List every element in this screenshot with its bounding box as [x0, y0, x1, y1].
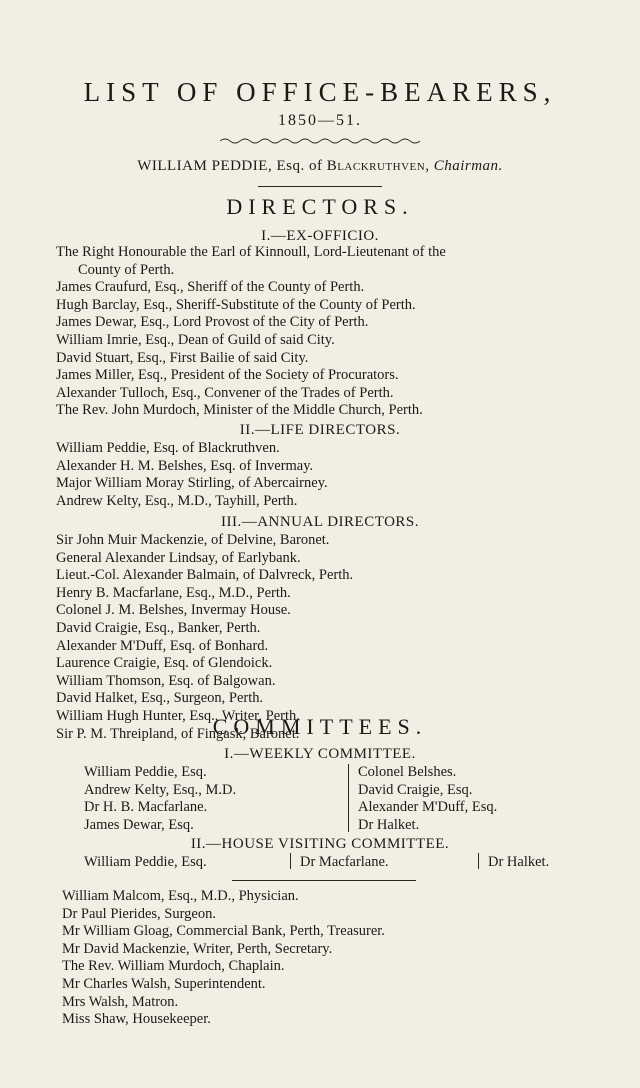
house-member: William Peddie, Esq. — [84, 854, 207, 870]
list-item: William Malcom, Esq., M.D., Physician. — [62, 888, 299, 904]
list-item: Alexander M'Duff, Esq. of Bonhard. — [56, 637, 269, 654]
list-item: James Miller, Esq., President of the Society of Procurators. — [56, 367, 399, 384]
list-item: The Right Honourable the Earl of Kinnoull, Lord-Lieutenant of the — [56, 244, 446, 260]
list-item: Mr William Gloag, Commercial Bank, Perth, Treasurer. — [62, 923, 385, 940]
list-item: James Dewar, Esq. — [84, 816, 194, 833]
house-member: Dr Halket. — [488, 854, 550, 870]
list-item: Mr David Mackenzie, Writer, Perth, Secretary. — [62, 940, 333, 957]
list-item: Mr Charles Walsh, Superintendent. — [62, 975, 266, 992]
list-item: William Peddie, Esq. — [84, 764, 207, 780]
weekly-committee-heading: I.—WEEKLY COMMITTEE. — [224, 746, 416, 762]
list-item: Henry B. Macfarlane, Esq., M.D., Perth. — [56, 584, 291, 601]
list-item: William Imrie, Esq., Dean of Guild of said City. — [56, 331, 335, 348]
list-item: Sir P. M. Threipland, of Fingask, Baronet. — [56, 725, 300, 742]
chairman-role: Chairman. — [433, 158, 503, 174]
officers-list — [62, 888, 632, 1029]
list-item: William Thomson, Esq. of Balgowan. — [56, 672, 276, 689]
list-item: County of Perth. — [78, 261, 175, 278]
list-item: Dr Paul Pierides, Surgeon. — [62, 905, 216, 922]
house-member: Dr Macfarlane. — [300, 854, 389, 870]
list-item: David Craigie, Esq., Banker, Perth. — [56, 619, 261, 636]
list-item: William Hugh Hunter, Esq., Writer, Perth. — [56, 707, 300, 724]
column-divider — [290, 853, 291, 869]
list-item: Alexander M'Duff, Esq. — [358, 799, 498, 816]
list-item: Hugh Barclay, Esq., Sheriff-Substitute of the County of Perth. — [56, 296, 416, 313]
years-subtitle: 1850—51. — [278, 112, 362, 129]
chairman-name: WILLIAM PEDDIE — [137, 158, 268, 174]
list-item: The Rev. John Murdoch, Minister of the Middle Church, Perth. — [56, 402, 423, 419]
list-item: Alexander Tulloch, Esq., Convener of the Trades of Perth. — [56, 384, 394, 401]
committees-title: COMMITTEES. — [212, 714, 428, 739]
column-divider — [478, 853, 479, 869]
list-item: James Dewar, Esq., Lord Provost of the City of Perth. — [56, 314, 369, 331]
list-item: Colonel J. M. Belshes, Invermay House. — [56, 602, 291, 619]
list-item: Mrs Walsh, Matron. — [62, 993, 179, 1010]
list-item: James Craufurd, Esq., Sheriff of the County of Perth. — [56, 279, 365, 296]
list-item: Sir John Muir Mackenzie, of Delvine, Baronet. — [56, 532, 330, 548]
life-directors-list — [56, 440, 626, 510]
ex-officio-heading: I.—EX-OFFICIO. — [261, 228, 379, 244]
annual-directors-heading: III.—ANNUAL DIRECTORS. — [220, 514, 420, 530]
list-item: Lieut.-Col. Alexander Balmain, of Dalvreck, Perth. — [56, 567, 354, 584]
list-item: David Craigie, Esq. — [358, 781, 473, 798]
directors-title: DIRECTORS. — [226, 194, 414, 219]
ex-officio-list — [56, 244, 626, 420]
list-item: David Halket, Esq., Surgeon, Perth. — [56, 690, 264, 707]
weekly-committee-right — [358, 764, 497, 834]
chairman-of: , Esq. of — [267, 158, 323, 174]
column-divider — [348, 764, 349, 832]
divider-rule — [258, 186, 382, 187]
chairman-place: Blackruthven — [326, 158, 426, 174]
list-item: David Stuart, Esq., First Bailie of said City. — [56, 349, 309, 366]
list-item: Dr H. B. Macfarlane. — [84, 799, 208, 816]
wavy-ornament-icon — [220, 136, 420, 146]
chairman-line: WILLIAM PEDDIE, Esq. of Blackruthven, Chairman. — [137, 158, 503, 174]
list-item: Laurence Craigie, Esq. of Glendoick. — [56, 655, 273, 672]
list-item: Dr Halket. — [358, 816, 420, 833]
list-item: Alexander H. M. Belshes, Esq. of Invermay. — [56, 457, 314, 474]
list-item: The Rev. William Murdoch, Chaplain. — [62, 958, 285, 975]
weekly-committee-left — [84, 764, 236, 834]
list-item: General Alexander Lindsay, of Earlybank. — [56, 549, 301, 566]
life-directors-heading: II.—LIFE DIRECTORS. — [239, 422, 401, 438]
list-item: Colonel Belshes. — [358, 764, 457, 780]
page-title: LIST OF OFFICE-BEARERS, — [83, 77, 557, 107]
list-item: Miss Shaw, Housekeeper. — [62, 1011, 211, 1028]
list-item: Andrew Kelty, Esq., M.D., Tayhill, Perth. — [56, 492, 298, 509]
annual-directors-list — [56, 532, 626, 743]
list-item: Andrew Kelty, Esq., M.D. — [84, 781, 237, 798]
list-item: Major William Moray Stirling, of Abercairney. — [56, 475, 328, 492]
divider-rule — [232, 880, 416, 881]
house-committee-heading: II.—HOUSE VISITING COMMITTEE. — [190, 836, 450, 852]
list-item: William Peddie, Esq. of Blackruthven. — [56, 440, 280, 456]
